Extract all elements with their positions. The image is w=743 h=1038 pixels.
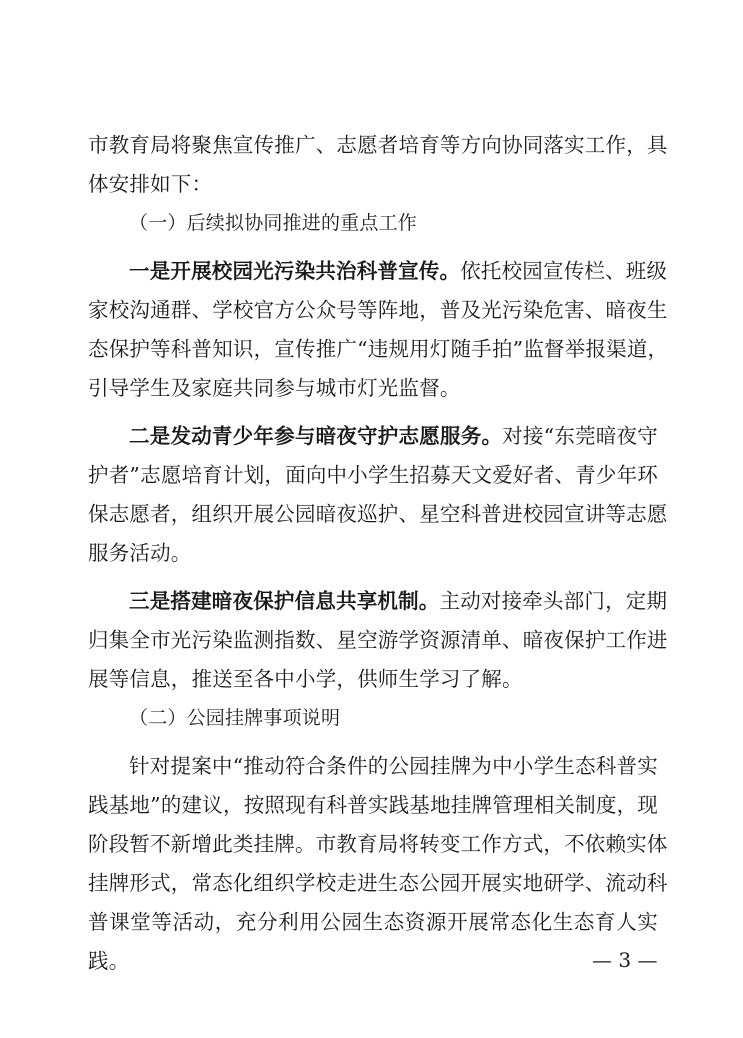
document-body [88, 126, 669, 981]
item-2-line: 护者”志愿培育计划，面向中小学生招募天文爱好者、青少年环 [88, 463, 658, 487]
section-2-line: 普课堂等活动，充分利用公园生态资源开展常态化生态育人实 [88, 910, 658, 934]
intro-line-1: 市教育局将聚焦宣传推广、志愿者培育等方向协同落实工作，具 [88, 133, 668, 157]
item-1-title: 一是开展校园光污染共治科普宣传。 [129, 259, 461, 283]
item-3-title: 三是搭建暗夜保护信息共享机制。 [129, 589, 440, 613]
item-3-text: 主动对接牵头部门，定期 [439, 589, 668, 613]
intro-line-2: 体安排如下： [88, 172, 213, 196]
section-2-line: 阶段暂不新增此类挂牌。市教育局将转变工作方式，不依赖实体 [88, 832, 668, 856]
section-1-heading: （一）后续拟协同推进的重点工作 [129, 212, 418, 234]
item-2-first-line [88, 417, 658, 456]
item-1-line: 态保护等科普知识，宣传推广“违规用灯随手拍”监督举报渠道， [88, 337, 669, 361]
item-3-line: 归集全市光污染监测指数、星空游学资源清单、暗夜保护工作进 [88, 628, 668, 652]
section-2-line: 践。 [88, 949, 130, 973]
section-2-line: 挂牌形式，常态化组织学校走进生态公园开展实地研学、流动科 [88, 871, 668, 895]
item-2-line: 服务活动。 [88, 541, 192, 565]
section-2-line: 践基地”的建议，按照现有科普实践基地挂牌管理相关制度，现 [88, 793, 658, 817]
item-2-text: 对接“东莞暗夜守 [502, 424, 658, 448]
item-2-line: 保志愿者，组织开展公园暗夜巡护、星空科普进校园宣讲等志愿 [88, 502, 668, 526]
item-3-line: 展等信息，推送至各中小学，供师生学习了解。 [88, 667, 523, 691]
section-2-heading: （二）公园挂牌事项说明 [129, 707, 341, 729]
item-2-title: 二是发动青少年参与暗夜守护志愿服务。 [129, 424, 503, 448]
item-1-first-line [88, 252, 668, 291]
item-3-first-line [88, 582, 668, 621]
item-1-line: 家校沟通群、学校官方公众号等阵地，普及光污染危害、暗夜生 [88, 298, 668, 322]
item-1-line: 引导学生及家庭共同参与城市灯光监督。 [88, 376, 461, 400]
page-number: — 3 — [592, 948, 658, 972]
item-1-text: 依托校园宣传栏、班级 [460, 259, 668, 283]
section-2-line: 针对提案中“推动符合条件的公园挂牌为中小学生态科普实 [129, 754, 658, 778]
